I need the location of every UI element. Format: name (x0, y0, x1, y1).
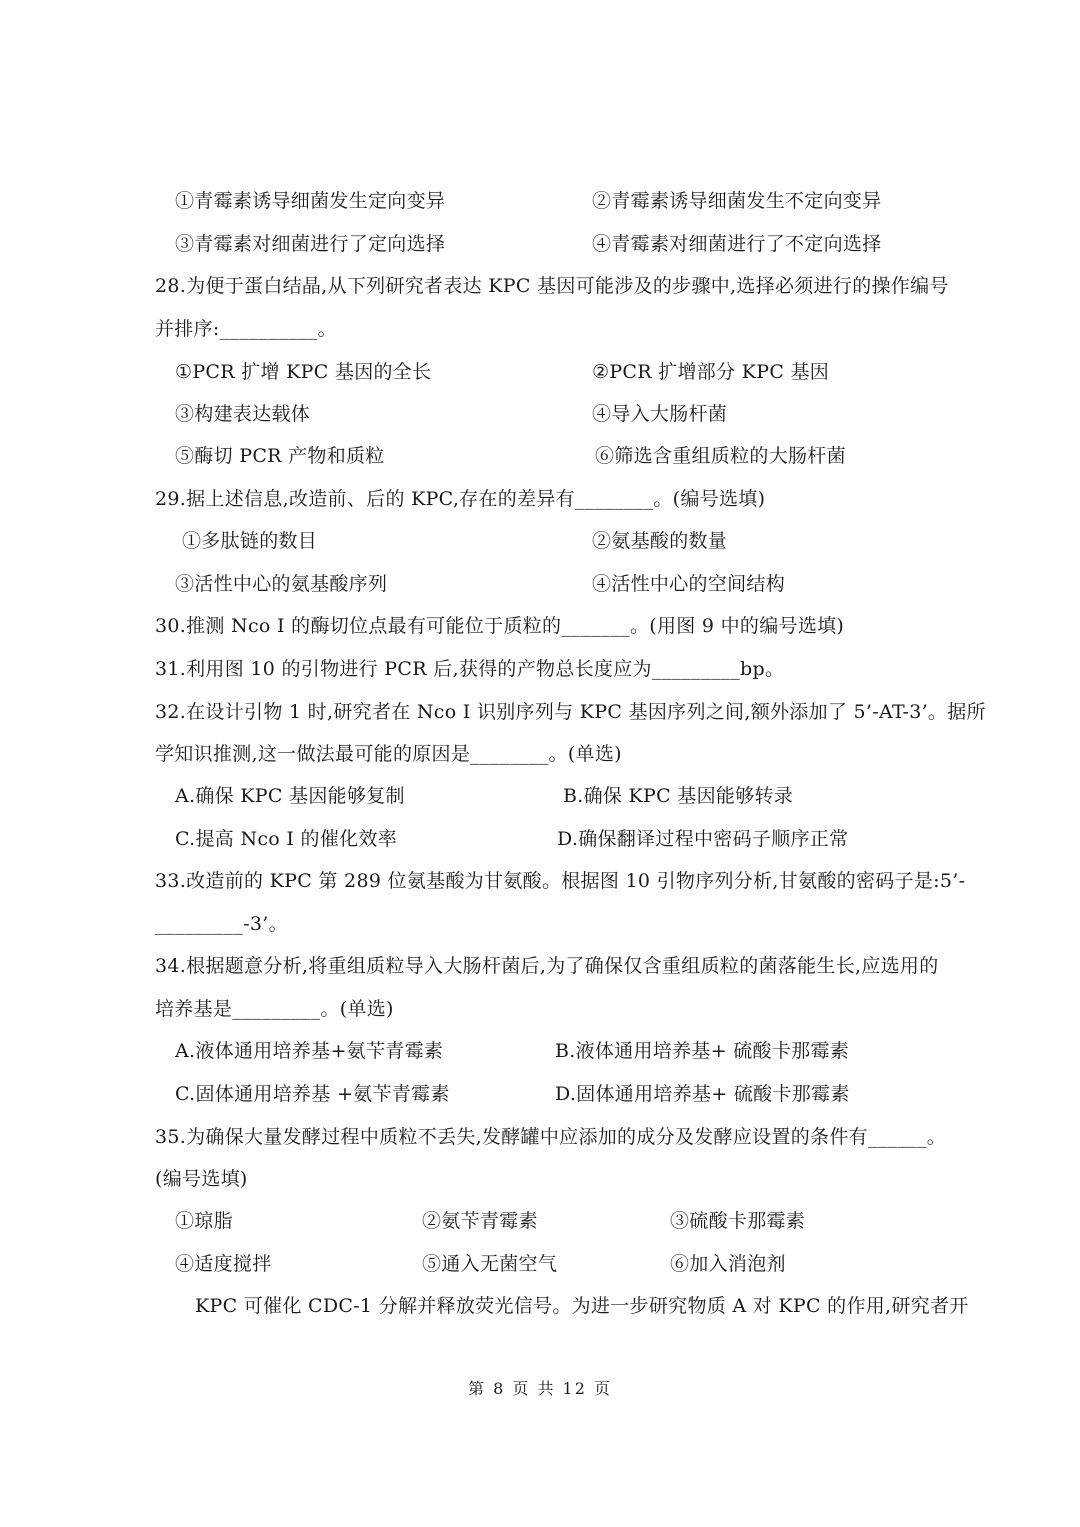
q32-question-cont: 学知识推测,这一做法最可能的原因是________。(单选) (155, 743, 622, 765)
q35-option-2: ②氨苄青霉素 (422, 1210, 538, 1232)
q31-question: 31.利用图 10 的引物进行 PCR 后,获得的产物总长度应为_________bp。 (155, 658, 785, 680)
q28-option-4: ④导入大肠杆菌 (592, 403, 728, 425)
q34-option-d: D.固体通用培养基+ 硫酸卡那霉素 (555, 1083, 850, 1105)
q32-question: 32.在设计引物 1 时,研究者在 Nco I 识别序列与 KPC 基因序列之间,额外添加了 5’-AT-3’。据所 (155, 701, 986, 723)
q28-option-1: ①PCR 扩增 KPC 基因的全长 (175, 361, 432, 383)
q35-option-6: ⑥加入消泡剂 (670, 1253, 786, 1275)
q29-question: 29.据上述信息,改造前、后的 KPC,存在的差异有________。(编号选填) (155, 488, 766, 510)
closing-paragraph: KPC 可催化 CDC-1 分解并释放荧光信号。为进一步研究物质 A 对 KPC 的作用,研究者开 (195, 1295, 969, 1317)
q33-question: 33.改造前的 KPC 第 289 位氨基酸为甘氨酸。根据图 10 引物序列分析,甘氨酸的密码子是:5’- (155, 870, 966, 892)
q34-question-cont: 培养基是_________。(单选) (155, 998, 394, 1020)
q33-question-cont: _________-3’。 (155, 913, 288, 935)
q34-option-c: C.固体通用培养基 +氨苄青霉素 (175, 1083, 450, 1105)
q32-option-c: C.提高 Nco I 的催化效率 (175, 828, 398, 850)
q34-option-b: B.液体通用培养基+ 硫酸卡那霉素 (555, 1040, 850, 1062)
q29-option-2: ②氨基酸的数量 (592, 530, 728, 552)
q28-option-5: ⑤酶切 PCR 产物和质粒 (175, 445, 385, 467)
q35-question: 35.为确保大量发酵过程中质粒不丢失,发酵罐中应添加的成分及发酵应设置的条件有______。 (155, 1126, 947, 1148)
q34-question: 34.根据题意分析,将重组质粒导入大肠杆菌后,为了确保仅含重组质粒的菌落能生长,应选用的 (155, 955, 939, 977)
q27-option-2: ②青霉素诱导细菌发生不定向变异 (592, 190, 882, 212)
q27-option-1: ①青霉素诱导细菌发生定向变异 (175, 190, 446, 212)
q35-option-5: ⑤通入无菌空气 (422, 1253, 558, 1275)
q28-option-2: ②PCR 扩增部分 KPC 基因 (592, 361, 830, 383)
page-footer: 第 8 页 共 12 页 (468, 1379, 612, 1398)
q30-question: 30.推测 Nco I 的酶切位点最有可能位于质粒的_______。(用图 9 中的编号选填) (155, 615, 845, 637)
q35-option-3: ③硫酸卡那霉素 (670, 1210, 806, 1232)
q27-option-3: ③青霉素对细菌进行了定向选择 (175, 233, 446, 255)
q35-question-cont: (编号选填) (155, 1168, 248, 1190)
q34-option-a: A.液体通用培养基+氨苄青霉素 (175, 1040, 444, 1062)
q35-option-1: ①琼脂 (175, 1210, 233, 1232)
q29-option-4: ④活性中心的空间结构 (592, 573, 786, 595)
q28-question: 28.为便于蛋白结晶,从下列研究者表达 KPC 基因可能涉及的步骤中,选择必须进行的操作编号 (155, 275, 949, 297)
q27-option-4: ④青霉素对细菌进行了不定向选择 (592, 233, 882, 255)
q28-question-cont: 并排序:__________。 (155, 318, 337, 340)
q28-option-3: ③构建表达载体 (175, 403, 311, 425)
q32-option-a: A.确保 KPC 基因能够复制 (175, 785, 405, 807)
q32-option-d: D.确保翻译过程中密码子顺序正常 (557, 828, 849, 850)
q28-option-6: ⑥筛选含重组质粒的大肠杆菌 (595, 445, 846, 467)
q35-option-4: ④适度搅拌 (175, 1253, 272, 1275)
q29-option-3: ③活性中心的氨基酸序列 (175, 573, 388, 595)
q32-option-b: B.确保 KPC 基因能够转录 (563, 785, 794, 807)
q29-option-1: ①多肽链的数目 (182, 530, 318, 552)
